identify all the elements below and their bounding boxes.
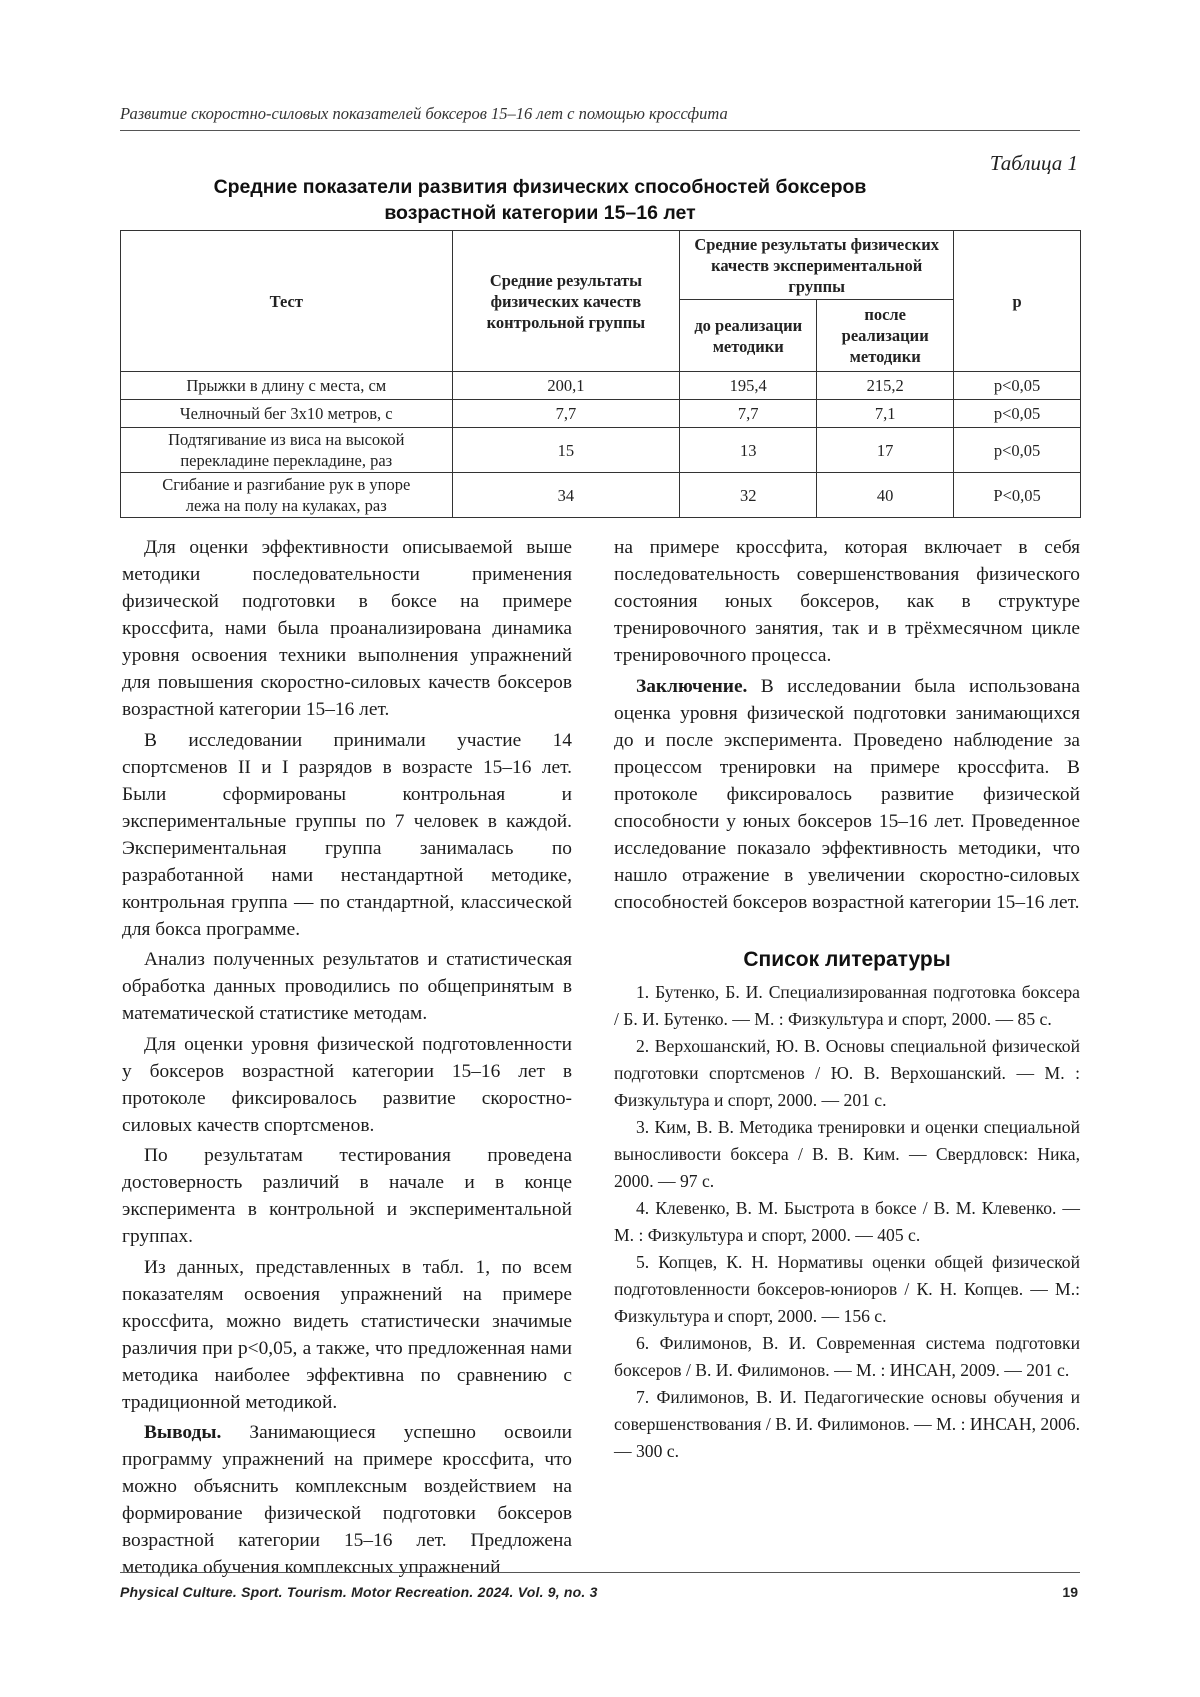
right-column <box>614 534 1080 1465</box>
cell-test: Подтягивание из виса на высокой перекладине перекладине, раз <box>121 428 453 473</box>
header-test: Тест <box>121 231 453 372</box>
cell-after: 215,2 <box>817 372 954 400</box>
paragraph: В исследовании принимали участие 14 спортсменов II и I разрядов в возрасте 15–16 лет. Были сформированы контрольная и экспериментальные группы по 7 человек в каждой. Экспериментальная группа занималась по разработанной нами нестандартной методике, контрольная группа — по стандартной, классической для бокса программе. <box>122 729 572 940</box>
reference-item: 6. Филимонов, В. И. Современная система подготовки боксеров / В. И. Филимонов. — М. : ИНСАН, 2009. — 201 с. <box>614 1332 1080 1380</box>
table-title-line1: Средние показатели развития физических способностей боксеров <box>213 176 867 198</box>
reference-item: 7. Филимонов, В. И. Педагогические основы обучения и совершенствования / В. И. Филимонов. — М. : ИНСАН, 2006. — 300 с. <box>614 1386 1080 1461</box>
conclusions-text: Занимающиеся успешно освоили программу упражнений на примере кроссфита, что можно объяснить комплексным воздействием на формирование физической подготовки боксеров возрастной категории 15–16 лет. Предложена методика обучения комплексных упражнений <box>122 1422 572 1578</box>
paragraph: По результатам тестирования проведена достоверность различий в начале и в конце эксперимента в контрольной и экспериментальной группах. <box>122 1145 572 1247</box>
cell-before: 195,4 <box>680 372 817 400</box>
reference-item: 2. Верхошанский, Ю. В. Основы специальной физической подготовки спортсменов / Ю. В. Верхошанский. — М. : Физкультура и спорт, 2000. — 201 с. <box>614 1035 1080 1110</box>
running-head: Развитие скоростно-силовых показателей боксеров 15–16 лет с помощью кроссфита <box>120 104 728 123</box>
left-column <box>122 534 572 1585</box>
table-row <box>121 473 1081 518</box>
reference-item: 3. Ким, В. В. Методика тренировки и оценки специальной выносливости боксера / В. В. Ким. — Свердловск: Ника, 2000. — 97 с. <box>614 1116 1080 1191</box>
reference-item: 5. Копцев, К. Н. Нормативы оценки общей физической подготовленности боксеров-юниоров / К. Н. Копцев. — М.: Физкультура и спорт, 2000. — 156 с. <box>614 1251 1080 1326</box>
conclusions-heading: Выводы. <box>144 1422 222 1443</box>
header-experimental: Средние результаты физических качеств экспериментальной группы <box>680 231 954 300</box>
cell-control: 34 <box>452 473 680 518</box>
summary-paragraph <box>614 673 1080 916</box>
results-table <box>120 230 1081 518</box>
cell-p: P<0,05 <box>954 473 1081 518</box>
cell-before: 7,7 <box>680 400 817 428</box>
cell-control: 200,1 <box>452 372 680 400</box>
header-before: до реализации методики <box>680 300 817 372</box>
cell-before: 32 <box>680 473 817 518</box>
table-row <box>121 372 1081 400</box>
cell-test: Прыжки в длину с места, см <box>121 372 453 400</box>
header-control: Средние результаты физических качеств контрольной группы <box>452 231 680 372</box>
summary-text: В исследовании была использована оценка уровня физической подготовки занимающихся до и после эксперимента. Проведено наблюдение за процессом тренировки на примере кроссфита. В протоколе фиксировалось развитие физической способности у юных боксеров 15–16 лет. Проведенное исследование показало эффективность методики, что нашло отражение в увеличении скоростно-силовых способностей боксеров возрастной категории 15–16 лет. <box>614 675 1080 913</box>
cell-p: p<0,05 <box>954 400 1081 428</box>
header-p: p <box>954 231 1081 372</box>
reference-item: 1. Бутенко, Б. И. Специализированная подготовка боксера / Б. И. Бутенко. — М. : Физкультура и спорт, 2000. — 85 с. <box>614 981 1080 1029</box>
table-title <box>120 174 960 226</box>
table-title-line2: возрастной категории 15–16 лет <box>384 202 696 224</box>
cell-p: p<0,05 <box>954 428 1081 473</box>
cell-control: 7,7 <box>452 400 680 428</box>
cell-after: 7,1 <box>817 400 954 428</box>
reference-item: 4. Клевенко, В. М. Быстрота в боксе / В. М. Клевенко. — М. : Физкультура и спорт, 2000. — 405 с. <box>614 1197 1080 1245</box>
paragraph: Анализ полученных результатов и статистическая обработка данных проводились по общепринятым в математической статистике методам. <box>122 949 572 1024</box>
paragraph: Для оценки эффективности описываемой выше методики последовательности применения физической подготовки в боксе на примере кроссфита, нами была проанализирована динамика уровня освоения техники выполнения упражнений для повышения скоростно-силовых качеств боксеров возрастной категории 15–16 лет. <box>122 537 572 720</box>
cell-after: 17 <box>817 428 954 473</box>
paragraph: Для оценки уровня физической подготовленности у боксеров возрастной категории 15–16 лет в протоколе фиксировалось развитие скоростно-силовых качеств спортсменов. <box>122 1033 572 1136</box>
summary-heading: Заключение. <box>636 675 748 697</box>
cell-test: Сгибание и разгибание рук в упоре лежа на полу на кулаках, раз <box>121 473 453 518</box>
footer-rule <box>120 1572 1080 1573</box>
table-row <box>121 428 1081 473</box>
conclusions-paragraph <box>122 1419 572 1581</box>
cell-test: Челночный бег 3х10 метров, с <box>121 400 453 428</box>
paragraph: Из данных, представленных в табл. 1, по всем показателям освоения упражнений на примере кроссфита, можно видеть статистически значимые различия при p<0,05, а также, что предложенная нами методика наиболее эффективна по сравнению с традиционной методикой. <box>122 1256 572 1413</box>
header-after: после реализации методики <box>817 300 954 372</box>
journal-footer: Physical Culture. Sport. Tourism. Motor Recreation. 2024. Vol. 9, no. 3 <box>120 1584 598 1600</box>
cell-after: 40 <box>817 473 954 518</box>
references-title: Список литературы <box>743 947 951 971</box>
header-rule <box>120 130 1080 131</box>
table-label: Таблица 1 <box>989 151 1078 175</box>
paragraph: на примере кроссфита, которая включает в себя последовательность совершенствования физического состояния юных боксеров, как в структуре тренировочного занятия, так и в трёхмесячном цикле тренировочного процесса. <box>614 537 1080 666</box>
cell-before: 13 <box>680 428 817 473</box>
cell-control: 15 <box>452 428 680 473</box>
page-number: 19 <box>1062 1584 1078 1600</box>
table-row <box>121 400 1081 428</box>
cell-p: p<0,05 <box>954 372 1081 400</box>
